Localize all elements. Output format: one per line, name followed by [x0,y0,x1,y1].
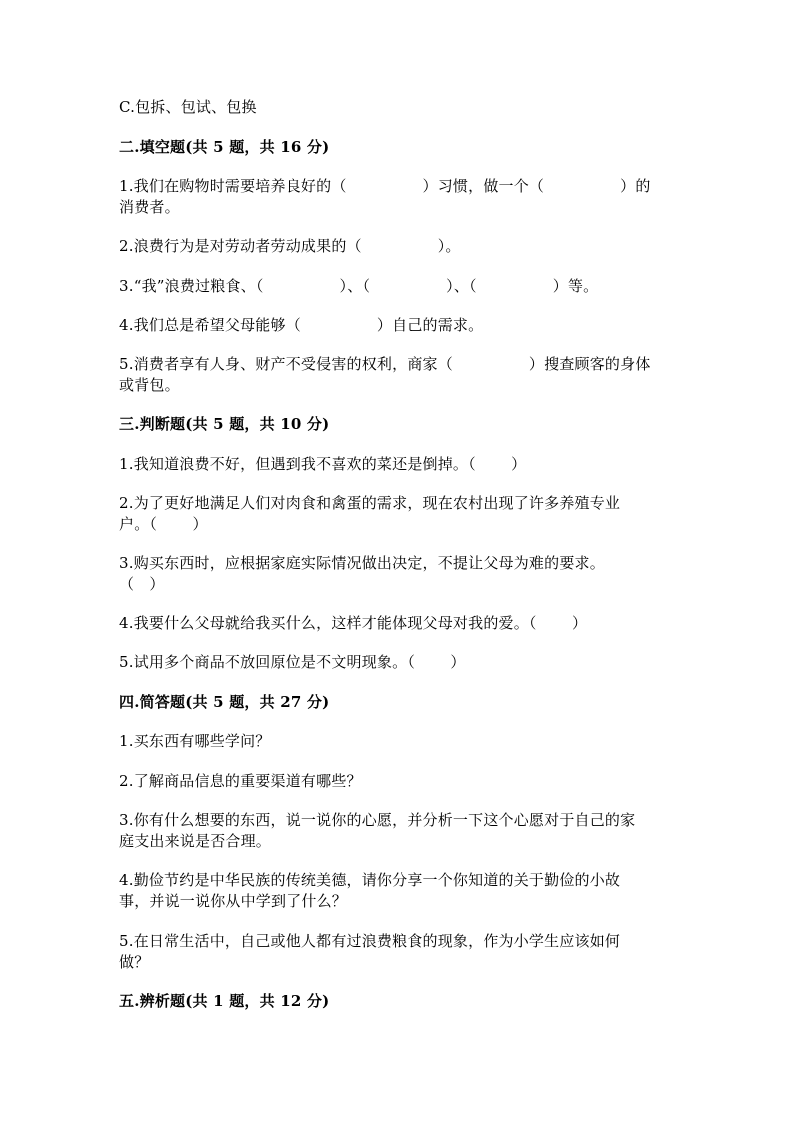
question-3-1: 1.我知道浪费不好，但遇到我不喜欢的菜还是倒掉。（ ） [119,455,527,473]
question-2-4: 4.我们总是希望父母能够（ ）自己的需求。 [119,316,484,334]
question-2-1-line-1: 1.我们在购物时需要培养良好的（ ）习惯，做一个（ ）的 [119,177,651,195]
question-3-4: 4.我要什么父母就给我买什么，这样才能体现父母对我的爱。（ ） [119,614,588,632]
question-4-1: 1.买东西有哪些学问？ [119,732,271,750]
question-4-4-line-1: 4.勤俭节约是中华民族的传统美德，请你分享一个你知道的关于勤俭的小故 [119,871,621,889]
question-3-2-line-2: 户。（ ） [119,515,208,533]
question-2-2: 2.浪费行为是对劳动者劳动成果的（ ）。 [119,237,461,255]
question-4-4-line-2: 事，并说一说你从中学到了什么？ [119,892,348,910]
section-2-title: 二.填空题(共 5 题，共 16 分) [119,138,330,156]
section-4-title: 四.简答题(共 5 题，共 27 分) [119,693,330,711]
question-2-3: 3.“我”浪费过粮食、（ ）、（ ）、（ ）等。 [119,277,599,295]
question-3-2-line-1: 2.为了更好地满足人们对肉食和禽蛋的需求，现在农村出现了许多养殖专业 [119,494,621,512]
question-4-2: 2.了解商品信息的重要渠道有哪些？ [119,772,362,790]
question-4-3-line-2: 庭支出来说是否合理。 [119,832,272,850]
question-3-3-line-2: （ ） [119,575,165,593]
section-3-title: 三.判断题(共 5 题，共 10 分) [119,415,330,433]
section-5-title: 五.辨析题(共 1 题，共 12 分) [119,992,330,1010]
question-4-5-line-2: 做？ [119,953,150,971]
question-2-5-line-2: 或背包。 [119,376,180,394]
option-c: C.包拆、包试、包换 [119,98,257,116]
question-2-5-line-1: 5.消费者享有人身、财产不受侵害的权利，商家（ ）搜查顾客的身体 [119,355,651,373]
question-4-5-line-1: 5.在日常生活中，自己或他人都有过浪费粮食的现象，作为小学生应该如何 [119,932,621,950]
question-4-3-line-1: 3.你有什么想要的东西，说一说你的心愿，并分析一下这个心愿对于自己的家 [119,811,636,829]
question-2-1-line-2: 消费者。 [119,198,180,216]
question-3-5: 5.试用多个商品不放回原位是不文明现象。（ ） [119,653,466,671]
question-3-3-line-1: 3.购买东西时，应根据家庭实际情况做出决定，不提让父母为难的要求。 [119,554,605,572]
